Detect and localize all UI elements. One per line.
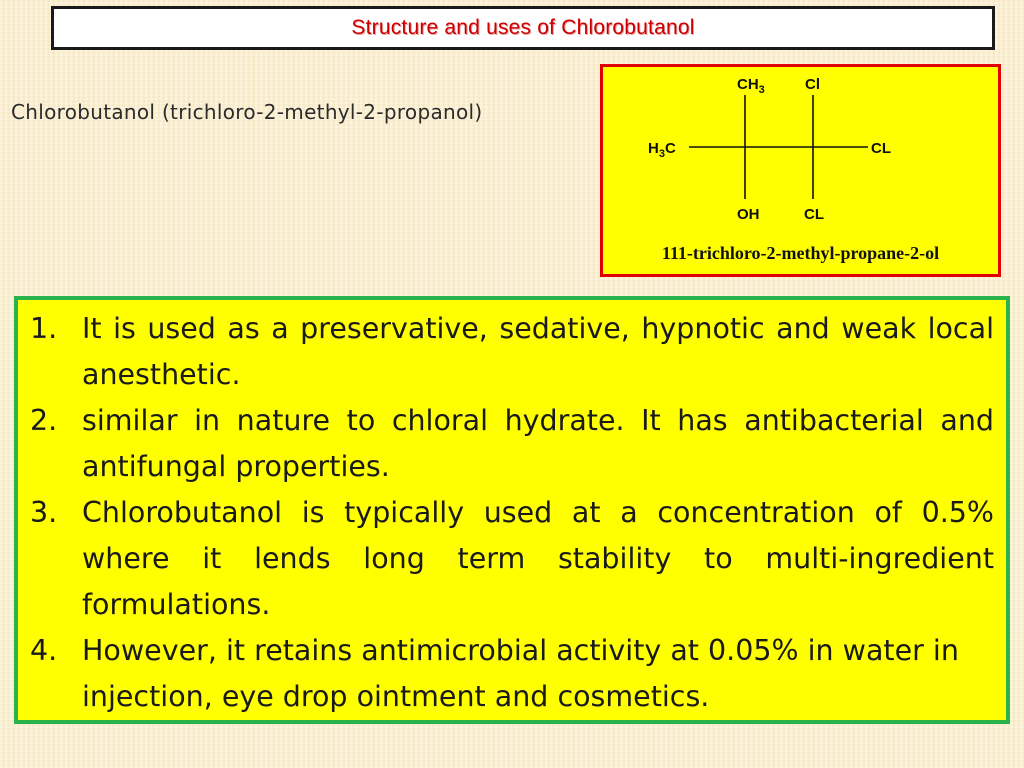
list-item-text: However, it retains antimicrobial activity at 0.05% in water in injection, eye drop ointment and cosmetics. bbox=[82, 634, 959, 713]
iupac-name: 111-trichloro-2-methyl-propane-2-ol bbox=[661, 243, 940, 263]
list-item-number: 3. bbox=[30, 496, 58, 529]
uses-box bbox=[14, 296, 1010, 724]
list-item-number: 2. bbox=[30, 404, 58, 437]
h3c-subscript: 3 bbox=[658, 148, 665, 160]
list-item-number: 4. bbox=[30, 634, 58, 667]
ch3-top-subscript: 3 bbox=[758, 84, 765, 96]
ch3-top-text: CH bbox=[737, 76, 759, 93]
ch3-top-label bbox=[737, 76, 765, 96]
uses-list bbox=[30, 306, 994, 720]
list-item-text: similar in nature to chloral hydrate. It has antibacterial and antifungal properties. bbox=[82, 404, 994, 483]
h3c-left-label bbox=[648, 140, 676, 160]
list-item bbox=[30, 628, 994, 720]
list-item-text: It is used as a preservative, sedative, hypnotic and weak local anesthetic. bbox=[82, 312, 994, 391]
oh-bottom-label: OH bbox=[737, 206, 760, 223]
list-item bbox=[30, 398, 994, 490]
compound-subtitle: Chlorobutanol (trichloro-2-methyl-2-propanol) bbox=[11, 100, 483, 124]
h3c-h-text: H bbox=[648, 140, 659, 157]
title-box bbox=[51, 6, 995, 50]
h3c-c-text: C bbox=[664, 140, 676, 157]
list-item bbox=[30, 306, 994, 398]
slide-title: Structure and uses of Chlorobutanol bbox=[351, 16, 695, 39]
cl-bottom-label: CL bbox=[804, 206, 824, 223]
list-item-text: Chlorobutanol is typically used at a concentration of 0.5% where it lends long term stability to multi-ingredient formulations. bbox=[82, 496, 994, 621]
cl-top-label: Cl bbox=[805, 76, 820, 93]
list-item bbox=[30, 490, 994, 628]
list-item-number: 1. bbox=[30, 312, 58, 345]
cl-right-label: CL bbox=[871, 140, 891, 157]
structure-box bbox=[600, 64, 1001, 277]
